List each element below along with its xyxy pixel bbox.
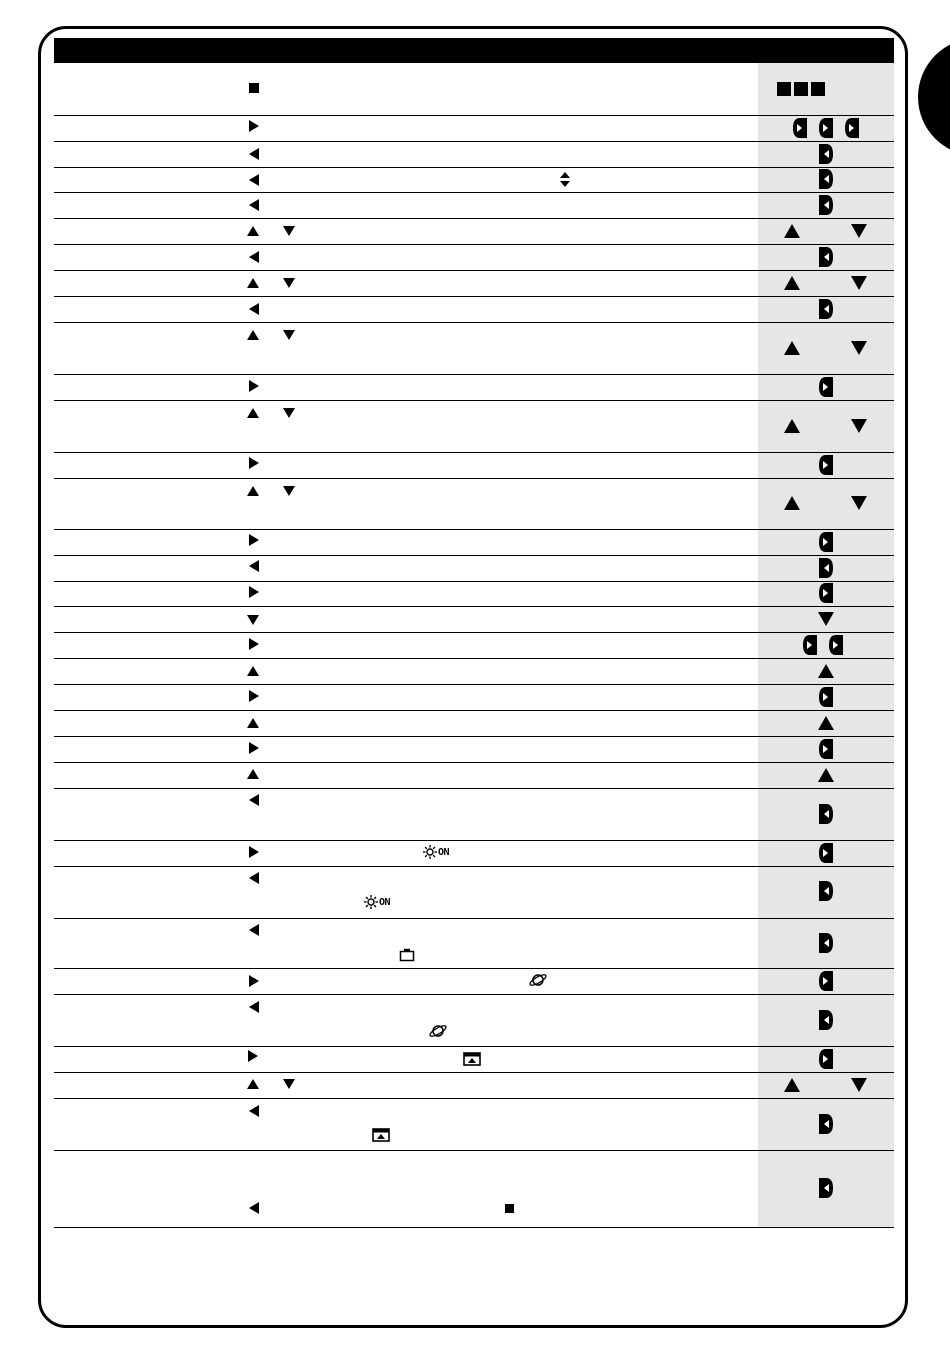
arrow-left-icon	[248, 871, 260, 885]
key-right-icon	[792, 117, 808, 139]
row-divider	[54, 322, 894, 323]
key-down-icon	[850, 223, 868, 239]
key-right-icon	[818, 842, 834, 864]
arrow-down-icon	[282, 485, 296, 497]
row-divider	[54, 1098, 894, 1099]
on-label: ON	[379, 896, 391, 908]
key-right-icon	[844, 117, 860, 139]
key-up-icon	[783, 223, 801, 239]
row-divider	[54, 866, 894, 867]
key-left-icon	[818, 246, 834, 268]
arrow-right-icon	[248, 689, 260, 703]
arrow-down-icon	[246, 614, 260, 626]
arrow-up-icon	[246, 1078, 260, 1090]
arrow-left-icon	[248, 793, 260, 807]
key-down-icon	[817, 611, 835, 627]
key-up-icon	[817, 715, 835, 731]
arrow-up-icon	[246, 768, 260, 780]
key-left-icon	[818, 932, 834, 954]
key-up-icon	[783, 495, 801, 511]
key-right-icon	[818, 531, 834, 553]
key-right-icon	[818, 582, 834, 604]
key-right-icon	[818, 117, 834, 139]
arrow-left-icon	[248, 1201, 260, 1215]
arrow-right-icon	[248, 119, 260, 133]
arrow-right-icon	[248, 379, 260, 393]
row-divider	[54, 968, 894, 969]
key-up-icon	[783, 275, 801, 291]
arrow-right-icon	[248, 637, 260, 651]
screen-up-icon	[463, 1052, 481, 1066]
key-left-icon	[818, 1113, 834, 1135]
row-divider	[54, 270, 894, 271]
arrow-down-icon	[282, 225, 296, 237]
key-stop-icon	[794, 82, 808, 96]
arrow-down-icon	[282, 1078, 296, 1090]
arrow-up-icon	[246, 665, 260, 677]
row-divider	[54, 218, 894, 219]
row-divider	[54, 710, 894, 711]
key-left-icon	[818, 168, 834, 190]
arrow-right-icon	[248, 585, 260, 599]
key-stop-icon	[777, 82, 791, 96]
key-down-icon	[850, 340, 868, 356]
row-divider	[54, 555, 894, 556]
row-divider	[54, 244, 894, 245]
arrow-up-icon	[246, 485, 260, 497]
language-tab	[918, 38, 950, 156]
arrow-right-icon	[248, 741, 260, 755]
key-down-icon	[850, 418, 868, 434]
key-left-icon	[818, 1009, 834, 1031]
key-down-icon	[850, 275, 868, 291]
row-divider	[54, 736, 894, 737]
row-divider	[54, 762, 894, 763]
arrow-left-icon	[248, 559, 260, 573]
light-on-icon	[422, 844, 449, 860]
arrow-right-icon	[248, 845, 260, 859]
key-left-icon	[818, 557, 834, 579]
key-up-icon	[783, 1077, 801, 1093]
key-left-icon	[818, 194, 834, 216]
key-right-icon	[818, 454, 834, 476]
row-divider	[54, 1046, 894, 1047]
row-divider	[54, 918, 894, 919]
row-divider	[54, 529, 894, 530]
arrow-right-icon	[248, 974, 260, 988]
arrow-left-icon	[248, 302, 260, 316]
key-right-icon	[818, 686, 834, 708]
key-left-icon	[818, 298, 834, 320]
row-divider	[54, 606, 894, 607]
row-divider	[54, 684, 894, 685]
key-down-icon	[850, 1077, 868, 1093]
arrow-up-icon	[246, 329, 260, 341]
key-up-icon	[783, 418, 801, 434]
row-divider	[54, 581, 894, 582]
planet-icon	[528, 972, 548, 988]
arrow-left-icon	[248, 250, 260, 264]
key-right-icon	[802, 634, 818, 656]
key-right-icon	[818, 376, 834, 398]
screen-up-icon	[372, 1128, 390, 1142]
key-up-icon	[783, 340, 801, 356]
table-header-bar	[54, 38, 894, 63]
key-right-icon	[818, 970, 834, 992]
arrow-right-icon	[248, 456, 260, 470]
row-divider	[54, 400, 894, 401]
row-divider	[54, 296, 894, 297]
stop-icon	[249, 83, 259, 93]
arrow-up-icon	[246, 277, 260, 289]
key-left-icon	[818, 1177, 834, 1199]
row-divider	[54, 478, 894, 479]
arrow-left-icon	[248, 1000, 260, 1014]
sun-icon	[363, 894, 379, 910]
row-divider	[54, 374, 894, 375]
key-left-icon	[818, 143, 834, 165]
arrow-down-icon	[282, 277, 296, 289]
arrow-left-icon	[248, 198, 260, 212]
key-left-icon	[818, 803, 834, 825]
key-down-icon	[850, 495, 868, 511]
arrow-left-icon	[248, 173, 260, 187]
camera-icon	[399, 948, 415, 962]
arrow-right-icon	[247, 1049, 259, 1063]
row-divider	[54, 632, 894, 633]
arrow-up-icon	[246, 717, 260, 729]
arrow-down-icon	[282, 407, 296, 419]
sun-icon	[422, 844, 438, 860]
arrow-left-icon	[248, 147, 260, 161]
row-divider	[54, 167, 894, 168]
on-label: ON	[438, 846, 450, 858]
row-divider	[54, 658, 894, 659]
row-divider	[54, 788, 894, 789]
row-divider	[54, 115, 894, 116]
arrow-up-icon	[246, 225, 260, 237]
arrow-down-icon	[282, 329, 296, 341]
up-down-icon	[559, 171, 571, 189]
stop-icon	[505, 1204, 514, 1213]
key-right-icon	[828, 634, 844, 656]
row-divider	[54, 1072, 894, 1073]
light-on-icon	[363, 894, 390, 910]
arrow-left-icon	[248, 1104, 260, 1118]
arrow-up-icon	[246, 407, 260, 419]
key-stop-icon	[811, 82, 825, 96]
key-up-icon	[817, 767, 835, 783]
key-right-icon	[818, 738, 834, 760]
row-divider	[54, 840, 894, 841]
row-divider	[54, 192, 894, 193]
arrow-left-icon	[248, 923, 260, 937]
row-divider	[54, 1227, 894, 1228]
key-up-icon	[817, 663, 835, 679]
key-right-icon	[818, 1048, 834, 1070]
planet-icon	[428, 1023, 448, 1039]
row-divider	[54, 452, 894, 453]
arrow-right-icon	[248, 533, 260, 547]
row-divider	[54, 994, 894, 995]
key-left-icon	[818, 880, 834, 902]
row-divider	[54, 1150, 894, 1151]
row-divider	[54, 141, 894, 142]
